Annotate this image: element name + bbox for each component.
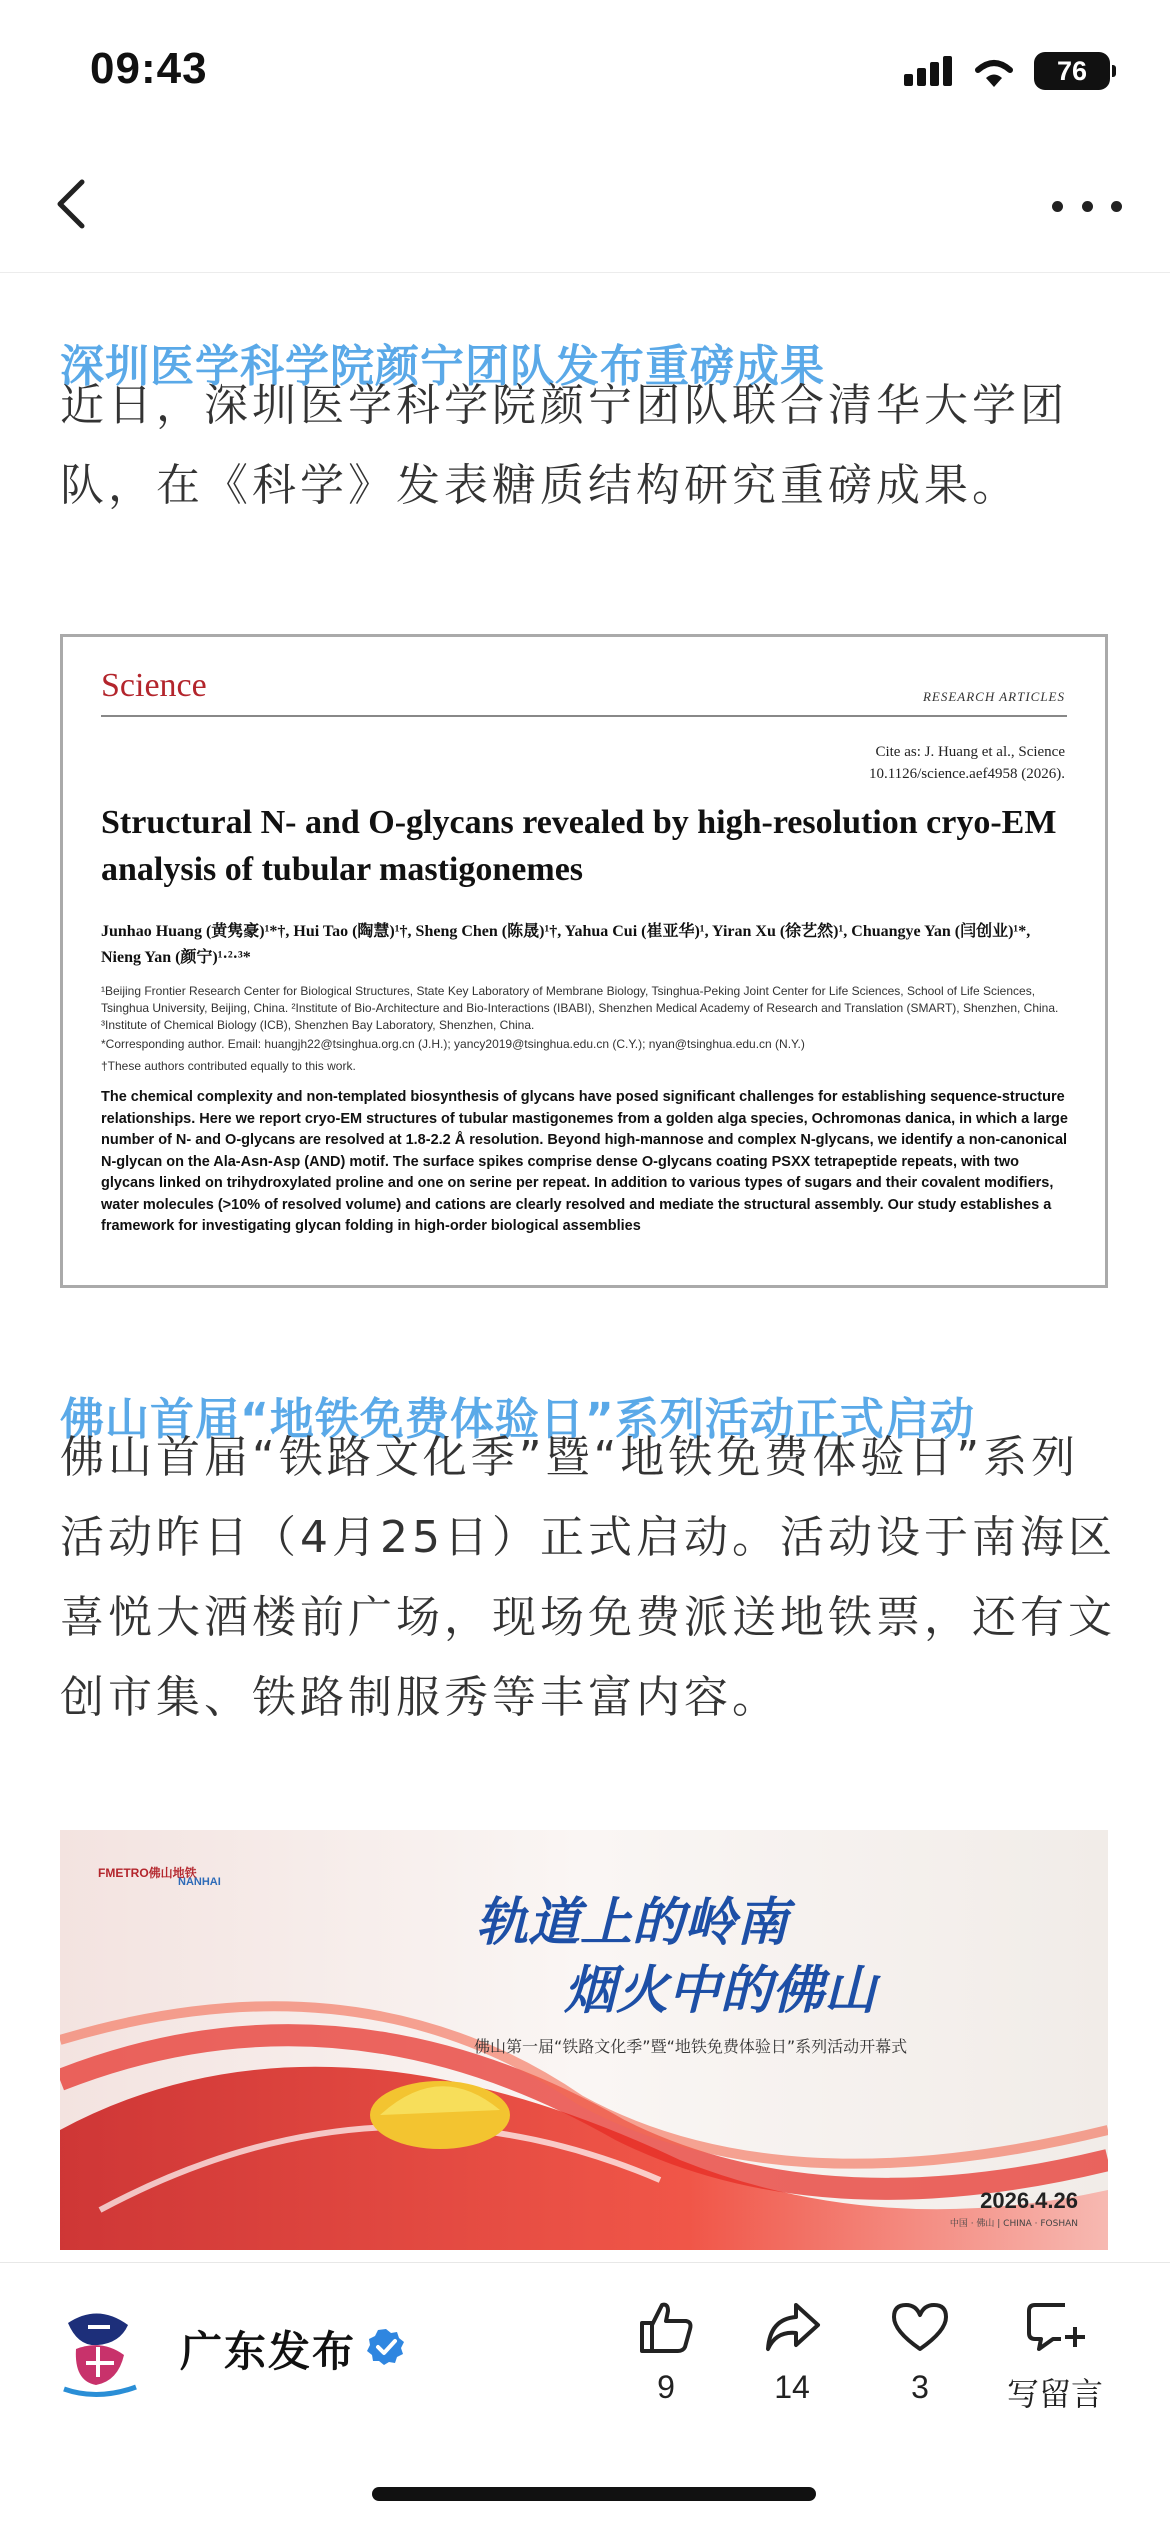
poster-date: 2026.4.26 (980, 2188, 1078, 2213)
paper-screenshot[interactable] (60, 634, 1108, 1288)
article-headline: 佛山首届“地铁免费体验日”系列活动正式启动 (60, 1394, 975, 1445)
status-time: 09:43 (90, 44, 208, 93)
signal-icon (902, 54, 954, 88)
account-logo-icon[interactable] (58, 2303, 140, 2401)
more-dot-icon (1111, 201, 1122, 212)
back-button[interactable] (44, 174, 104, 234)
paper-section: RESEARCH ARTICLES (922, 689, 1065, 704)
more-dot-icon (1082, 201, 1093, 212)
wifi-icon (970, 53, 1018, 89)
doi-line: 10.1126/science.aef4958 (2026). (868, 766, 1065, 782)
paper-corresponding: *Corresponding author. Email: huangjh22@tsinghua.org.cn (J.H.); yancy2019@tsinghua.edu.cn (C.Y.); nyan@tsinghua.edu.cn (N.Y.) (101, 1037, 805, 1051)
favorite-count: 3 (911, 2369, 929, 2405)
article-body: 近日，深圳医学科学院颜宁团队联合清华大学团队，在《科学》发表糖质结构研究重磅成果。 (60, 380, 1068, 511)
paper-authors: Junhao Huang (黄隽豪)¹*†, Hui Tao (陶慧)¹†, Sheng Chen (陈晟)¹†, Yahua Cui (崔亚华)¹, Yiran Xu (徐艺然)¹, Chuangye Yan (闫创业)¹*, Nieng Yan (颜宁)¹·²·³* (101, 923, 1031, 966)
journal-logo: Science (101, 667, 207, 704)
verified-badge-icon (366, 2327, 406, 2367)
write-comment-button[interactable] (990, 2299, 1120, 2415)
chevron-left-icon (44, 174, 104, 234)
share-icon (762, 2299, 822, 2355)
share-count: 14 (774, 2369, 810, 2405)
paper-equal-contribution: †These authors contributed equally to this work. (101, 1059, 356, 1073)
nanhai-logo: NANHAI (178, 1876, 221, 1888)
article-body: 佛山首届“铁路文化季”暨“地铁免费体验日”系列活动昨日（4月25日）正式启动。活动设于南海区喜悦大酒楼前广场，现场免费派送地铁票，还有文创市集、铁路制服秀等丰富内容。 (60, 1432, 1116, 1723)
like-button[interactable] (606, 2299, 726, 2406)
metro-logo: FMETRO佛山地铁 (98, 1866, 197, 1880)
nav-bar (0, 140, 1170, 273)
thumbs-up-icon (636, 2299, 696, 2355)
battery-indicator: 76 (1034, 52, 1110, 90)
event-poster[interactable] (60, 1830, 1108, 2250)
article-headline: 深圳医学科学院颜宁团队发布重磅成果 (60, 341, 825, 392)
account-name[interactable]: 广东发布 (180, 2327, 357, 2376)
more-dot-icon (1052, 201, 1063, 212)
paper-citation (869, 741, 1065, 785)
status-icons (902, 52, 1110, 90)
header-rule (101, 715, 1067, 717)
poster-title: 轨道上的岭南 (476, 1893, 789, 1953)
status-bar (0, 0, 1170, 140)
favorite-button[interactable] (860, 2299, 980, 2406)
more-options-button[interactable] (1052, 176, 1122, 236)
heart-icon (890, 2299, 950, 2355)
paper-title: Structural N- and O-glycans revealed by high-resolution cryo-EM analysis of tubular mastigonemes (101, 804, 1057, 888)
poster-place: 中国 · 佛山 | CHINA · FOSHAN (949, 2219, 1078, 2229)
cite-line: Cite as: J. Huang et al., Science (875, 744, 1065, 760)
poster-title: 烟火中的佛山 (564, 1961, 877, 2021)
paper-abstract: The chemical complexity and non-templated biosynthesis of glycans have posed significant challenges for establishing sequence-structure relationships. Here we report cryo-EM structures of tubular mastigonemes from a golden alga species, Ochromonas danica, in which a large number of N- and O-glycans are resolved at 1.8-2.2 Å resolution. Beyond high-mannose and complex N-glycans, we identify a non-canonical N-glycan on the Ala-Asn-Asp (AND) motif. The surface spikes comprise dense O-glycans coating PSXX tetrapeptide repeats, with two glycans linked on trihydroxylated proline and one on serine per repeat. In addition to various types of sugars and their covalent modifiers, water molecules (>10% of resolved volume) and cations are clearly resolved and mediate the structural assembly. Our study establishes a framework for investigating glycan folding in high-order biological assemblies (101, 1089, 1068, 1234)
comment-label: 写留言 (1006, 2376, 1103, 2412)
paper-affiliations: ¹Beijing Frontier Research Center for Biological Structures, State Key Laboratory of Membrane Biology, Tsinghua-Peking Joint Center for Life Sciences, School of Life Sciences, Tsinghua University, Beijing, China. ²Institute of Bio-Architecture and Bio-Interactions (IBABI), Shenzhen Medical Academy of Research and Translation (SMART), Shenzhen, China. ³Institute of Chemical Biology (ICB), Shenzhen Bay Laboratory, Shenzhen, China. (101, 984, 1059, 1032)
comment-add-icon (1025, 2299, 1085, 2355)
poster-subtitle: 佛山第一届“铁路文化季”暨“地铁免费体验日”系列活动开幕式 (474, 2037, 908, 2056)
home-indicator[interactable] (372, 2487, 816, 2501)
like-count: 9 (657, 2369, 675, 2405)
share-button[interactable] (732, 2299, 852, 2406)
